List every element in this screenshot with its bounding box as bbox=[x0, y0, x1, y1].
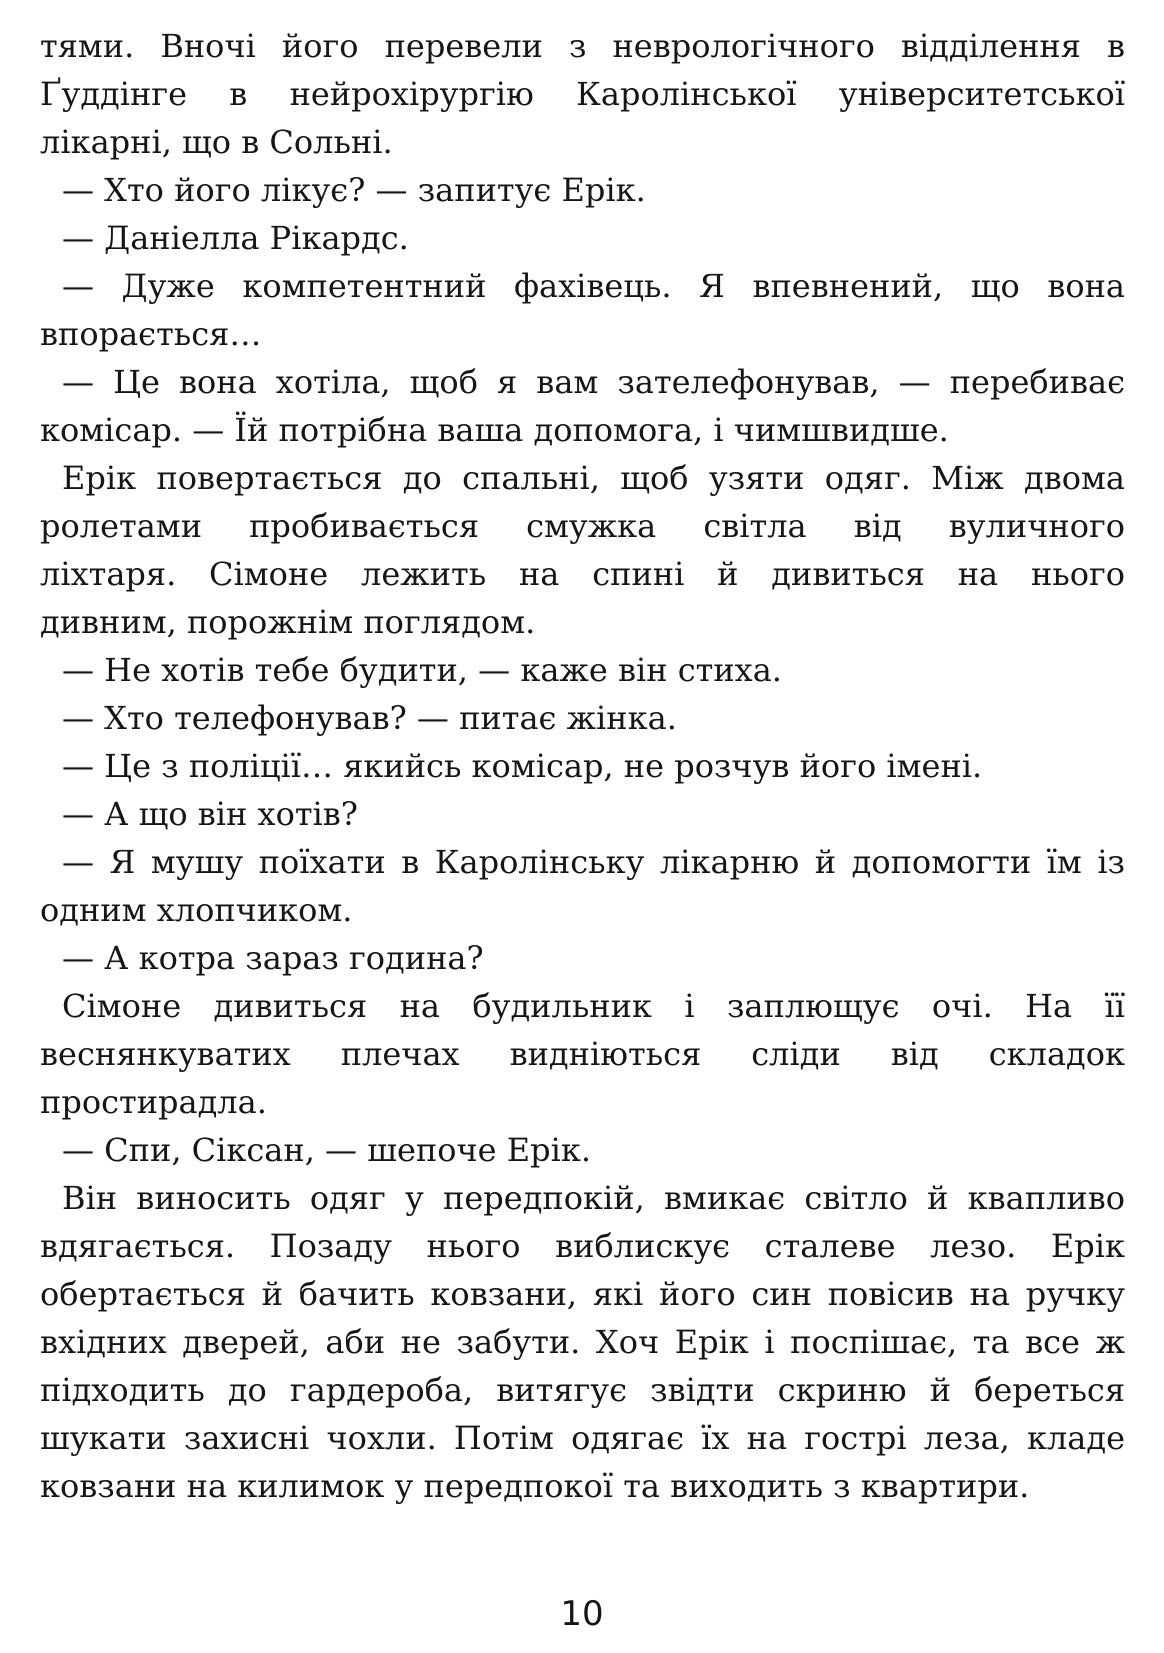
text-line: Він виносить одяг у передпокій, вмикає світло й квапливо bbox=[62, 1179, 1125, 1217]
page-number: 10 bbox=[560, 1594, 604, 1634]
text-line: — Хто його лікує? — запитує Ерік. bbox=[62, 171, 646, 209]
text-line: одним хлопчиком. bbox=[40, 891, 353, 929]
text-line: простирадла. bbox=[40, 1083, 267, 1121]
text-line: — Це вона хотіла, щоб я вам зателефонував, — перебиває bbox=[62, 363, 1125, 401]
text-line: Ґуддінге в нейрохірургію Каролінської університетської bbox=[40, 75, 1125, 113]
text-line: — Я мушу поїхати в Каролінську лікарню й допомогти їм із bbox=[62, 843, 1125, 881]
text-line: ролетами пробивається смужка світла від вуличного bbox=[40, 507, 1125, 545]
text-line: Ерік повертається до спальні, щоб узяти одяг. Між двома bbox=[62, 459, 1125, 497]
text-line: — Не хотів тебе будити, — каже він стиха. bbox=[62, 651, 782, 689]
text-line: дивним, порожнім поглядом. bbox=[40, 603, 536, 641]
text-line: — А котра зараз година? bbox=[62, 939, 484, 977]
text-line: — Дуже компетентний фахівець. Я впевнений, що вона bbox=[62, 267, 1125, 305]
text-line: вхідних дверей, аби не забути. Хоч Ерік і поспішає, та все ж bbox=[40, 1323, 1125, 1361]
text-line: Сімоне дивиться на будильник і заплющує очі. На її bbox=[62, 987, 1125, 1025]
text-line: тями. Вночі його перевели з неврологічного відділення в bbox=[40, 27, 1125, 65]
text-line: — Хто телефонував? — питає жінка. bbox=[62, 699, 677, 737]
text-line: — Даніелла Рікардс. bbox=[62, 219, 409, 257]
text-line: ліхтаря. Сімоне лежить на спині й дивиться на нього bbox=[40, 555, 1125, 593]
text-line: лікарні, що в Сольні. bbox=[40, 123, 393, 161]
text-line: вдягається. Позаду нього виблискує сталеве лезо. Ерік bbox=[40, 1227, 1125, 1265]
text-line: впорається… bbox=[40, 315, 262, 353]
text-line: — Це з поліції… якийсь комісар, не розчув його імені. bbox=[62, 747, 983, 785]
text-line: підходить до гардероба, витягує звідти скриню й береться bbox=[40, 1371, 1125, 1409]
text-line: — А що він хотів? bbox=[62, 795, 358, 833]
text-line: комісар. — Їй потрібна ваша допомога, і чимшвидше. bbox=[40, 411, 949, 449]
text-line: веснянкуватих плечах видніються сліди від складок bbox=[40, 1035, 1125, 1073]
text-line: — Спи, Сіксан, — шепоче Ерік. bbox=[62, 1131, 592, 1169]
text-line: обертається й бачить ковзани, які його син повісив на ручку bbox=[40, 1275, 1125, 1313]
text-line: шукати захисні чохли. Потім одягає їх на гострі леза, кладе bbox=[40, 1419, 1125, 1457]
text-line: ковзани на килимок у передпокої та виходить з квартири. bbox=[40, 1467, 1030, 1505]
book-page-text bbox=[40, 22, 1125, 1510]
